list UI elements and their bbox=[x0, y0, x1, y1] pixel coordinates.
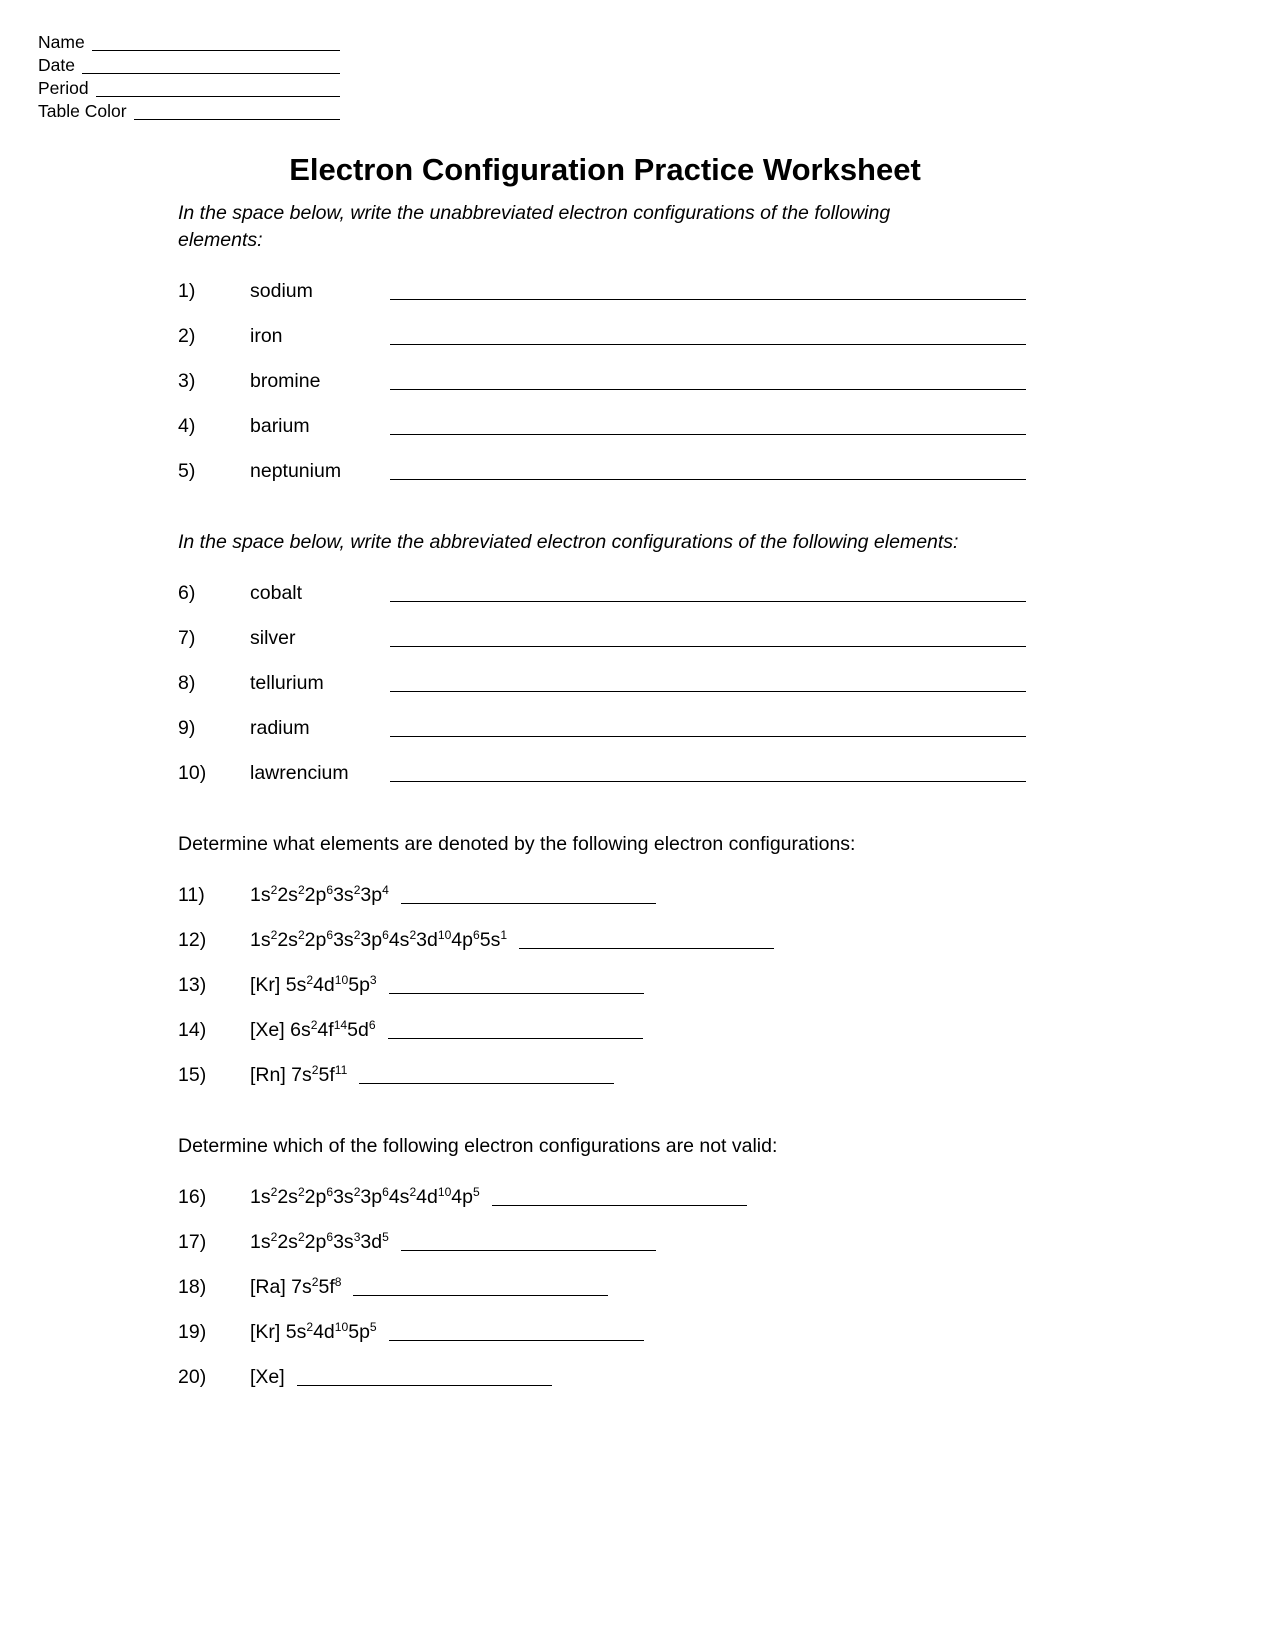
question-number: 6) bbox=[178, 582, 196, 604]
question-row-20 bbox=[178, 1344, 1026, 1389]
date-field bbox=[38, 53, 340, 76]
question-number: 11) bbox=[178, 884, 205, 906]
question-number: 1) bbox=[178, 280, 196, 302]
electron-configuration: $1s^22s^22p^63s^23p^64s^23d^{10}4p^65s^1$ bbox=[250, 928, 508, 951]
question-row-14 bbox=[178, 997, 1026, 1042]
question-row-17 bbox=[178, 1209, 1026, 1254]
answer-blank bbox=[390, 344, 1026, 345]
answer-blank bbox=[390, 299, 1026, 300]
question-row-2 bbox=[178, 303, 1026, 348]
question-number: 14) bbox=[178, 1019, 207, 1041]
answer-blank bbox=[390, 389, 1026, 390]
answer-blank bbox=[389, 993, 644, 994]
element-name: barium bbox=[250, 415, 310, 437]
element-name: lawrencium bbox=[250, 762, 349, 784]
answer-blank bbox=[297, 1385, 552, 1386]
answer-blank bbox=[388, 1038, 643, 1039]
element-name: cobalt bbox=[250, 582, 303, 604]
element-name: radium bbox=[250, 717, 310, 739]
electron-configuration: $1s^22s^22p^63s^23p^64s^24d^{10}4p^5$ bbox=[250, 1185, 480, 1208]
question-number: 12) bbox=[178, 929, 207, 951]
electron-configuration: $1s^22s^22p^63s^23p^4$ bbox=[250, 883, 389, 906]
question-number: 17) bbox=[178, 1231, 207, 1253]
question-number: 8) bbox=[178, 672, 196, 694]
element-name: silver bbox=[250, 627, 296, 649]
table-color-field bbox=[38, 99, 340, 122]
question-number: 10) bbox=[178, 762, 207, 784]
answer-blank bbox=[353, 1295, 608, 1296]
question-row-6 bbox=[178, 560, 1026, 605]
electron-configuration: [Ra] $7s^25f^8$ bbox=[250, 1275, 342, 1298]
question-number: 2) bbox=[178, 325, 196, 347]
answer-blank bbox=[492, 1205, 747, 1206]
question-number: 16) bbox=[178, 1186, 207, 1208]
electron-configuration: [Xe] $6s^24f^{14}5d^6$ bbox=[250, 1018, 376, 1041]
question-row-1 bbox=[178, 258, 1026, 303]
element-name: tellurium bbox=[250, 672, 324, 694]
answer-blank bbox=[390, 479, 1026, 480]
element-name: neptunium bbox=[250, 460, 342, 482]
question-row-5 bbox=[178, 438, 1026, 483]
period-blank bbox=[96, 96, 340, 97]
electron-configuration: [Kr] $5s^24d^{10}5p^5$ bbox=[250, 1320, 377, 1343]
table-color-blank bbox=[134, 119, 340, 120]
electron-configuration: [Rn] $7s^25f^{11}$ bbox=[250, 1063, 348, 1086]
question-row-10 bbox=[178, 740, 1026, 785]
section1-instructions: In the space below, write the unabbreviated electron configurations of the following elements: bbox=[178, 202, 891, 251]
question-row-16 bbox=[178, 1164, 1026, 1209]
name-label: Name bbox=[38, 32, 85, 52]
date-blank bbox=[82, 73, 340, 74]
question-row-11 bbox=[178, 862, 1026, 907]
section2-instructions: In the space below, write the abbreviated electron configurations of the following elements: bbox=[178, 531, 959, 553]
answer-blank bbox=[390, 781, 1026, 782]
question-number: 9) bbox=[178, 717, 196, 739]
section4-instructions: Determine which of the following electron configurations are not valid: bbox=[178, 1135, 778, 1157]
answer-blank bbox=[359, 1083, 614, 1084]
question-row-15 bbox=[178, 1042, 1026, 1087]
question-row-4 bbox=[178, 393, 1026, 438]
question-row-18 bbox=[178, 1254, 1026, 1299]
question-number: 20) bbox=[178, 1366, 207, 1388]
answer-blank bbox=[390, 434, 1026, 435]
electron-configuration: [Kr] $5s^24d^{10}5p^3$ bbox=[250, 973, 377, 996]
name-blank bbox=[92, 50, 340, 51]
answer-blank bbox=[389, 1340, 644, 1341]
question-number: 7) bbox=[178, 627, 196, 649]
question-number: 13) bbox=[178, 974, 207, 996]
element-name: iron bbox=[250, 325, 283, 347]
element-name: sodium bbox=[250, 280, 313, 302]
answer-blank bbox=[390, 601, 1026, 602]
table-color-label: Table Color bbox=[38, 101, 127, 121]
answer-blank bbox=[390, 691, 1026, 692]
question-row-8 bbox=[178, 650, 1026, 695]
question-number: 4) bbox=[178, 415, 196, 437]
question-row-9 bbox=[178, 695, 1026, 740]
date-label: Date bbox=[38, 55, 75, 75]
question-row-7 bbox=[178, 605, 1026, 650]
question-number: 15) bbox=[178, 1064, 207, 1086]
question-number: 19) bbox=[178, 1321, 207, 1343]
answer-blank bbox=[519, 948, 774, 949]
student-info-block bbox=[38, 30, 340, 122]
period-label: Period bbox=[38, 78, 89, 98]
section3-instructions: Determine what elements are denoted by the following electron configurations: bbox=[178, 833, 856, 855]
electron-configuration: $1s^22s^22p^63s^33d^5$ bbox=[250, 1230, 389, 1253]
element-name: bromine bbox=[250, 370, 321, 392]
question-row-13 bbox=[178, 952, 1026, 997]
period-field bbox=[38, 76, 340, 99]
answer-blank bbox=[390, 646, 1026, 647]
question-number: 5) bbox=[178, 460, 196, 482]
question-number: 18) bbox=[178, 1276, 207, 1298]
page-title: Electron Configuration Practice Worksheet bbox=[289, 152, 921, 187]
worksheet-content bbox=[178, 200, 1026, 1389]
electron-configuration: [Xe] bbox=[250, 1366, 285, 1388]
answer-blank bbox=[401, 903, 656, 904]
answer-blank bbox=[401, 1250, 656, 1251]
question-row-19 bbox=[178, 1299, 1026, 1344]
answer-blank bbox=[390, 736, 1026, 737]
question-row-3 bbox=[178, 348, 1026, 393]
question-row-12 bbox=[178, 907, 1026, 952]
name-field bbox=[38, 30, 340, 53]
question-number: 3) bbox=[178, 370, 196, 392]
